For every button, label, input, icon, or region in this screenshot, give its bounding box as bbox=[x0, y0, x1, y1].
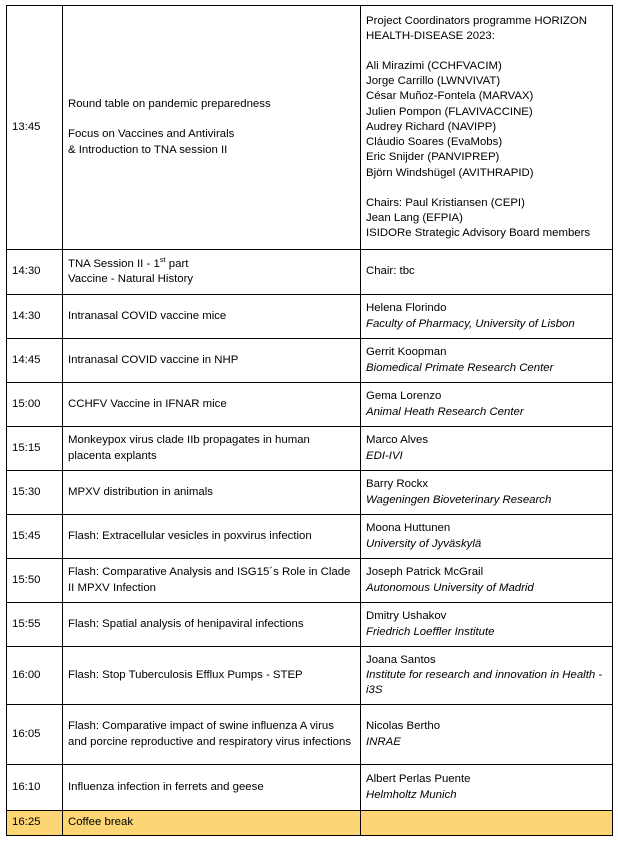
speaker-affiliation: Biomedical Primate Research Center bbox=[366, 361, 554, 374]
table-row bbox=[7, 647, 613, 705]
table-row bbox=[7, 765, 613, 811]
time-cell: 16:25 bbox=[7, 811, 63, 836]
time-cell: 16:05 bbox=[7, 705, 63, 765]
table-row bbox=[7, 559, 613, 603]
speaker-name: Gema Lorenzo bbox=[366, 390, 442, 403]
table-row bbox=[7, 383, 613, 427]
speaker-name: Nicolas Bertho bbox=[366, 720, 441, 733]
time-cell: 15:00 bbox=[7, 383, 63, 427]
speaker-affiliation: Friedrich Loeffler Institute bbox=[366, 625, 495, 638]
title-cell: Flash: Spatial analysis of henipaviral infections bbox=[63, 603, 361, 647]
time-cell: 14:30 bbox=[7, 250, 63, 295]
table-row bbox=[7, 427, 613, 471]
time-cell: 16:00 bbox=[7, 647, 63, 705]
speaker-name: Barry Rockx bbox=[366, 478, 429, 491]
speaker-affiliation: Helmholtz Munich bbox=[366, 788, 457, 801]
coordinator-name: Audrey Richard (NAVIPP) bbox=[366, 120, 497, 133]
title-cell: Flash: Stop Tuberculosis Efflux Pumps - STEP bbox=[63, 647, 361, 705]
title-line: Focus on Vaccines and Antivirals bbox=[68, 128, 235, 141]
session-title-b: part bbox=[165, 257, 189, 270]
chair-line: Jean Lang (EFPIA) bbox=[366, 211, 463, 224]
speaker-affiliation: EDI-IVI bbox=[366, 449, 403, 462]
session-title-a: TNA Session II - 1 bbox=[68, 257, 160, 270]
time-cell: 15:45 bbox=[7, 515, 63, 559]
coordinator-name: César Muñoz-Fontela (MARVAX) bbox=[366, 90, 534, 103]
speaker-affiliation: University of Jyväskylä bbox=[366, 537, 482, 550]
coordinator-name: Jorge Carrillo (LWNVIVAT) bbox=[366, 75, 501, 88]
speaker-gap bbox=[366, 181, 607, 196]
speaker-name: Marco Alves bbox=[366, 434, 429, 447]
time-cell: 15:55 bbox=[7, 603, 63, 647]
time-cell: 14:45 bbox=[7, 339, 63, 383]
time-cell: 15:30 bbox=[7, 471, 63, 515]
speaker-cell bbox=[361, 339, 613, 383]
title-cell: Influenza infection in ferrets and geese bbox=[63, 765, 361, 811]
table-row bbox=[7, 250, 613, 295]
title-line: & Introduction to TNA session II bbox=[68, 143, 228, 156]
table-row bbox=[7, 515, 613, 559]
speaker-cell bbox=[361, 705, 613, 765]
coordinators-header: HEALTH-DISEASE 2023: bbox=[366, 29, 495, 42]
coordinator-name: Björn Windshügel (AVITHRAPID) bbox=[366, 166, 534, 179]
title-cell: Coffee break bbox=[63, 811, 361, 836]
table-row bbox=[7, 339, 613, 383]
speaker-name: Moona Huttunen bbox=[366, 522, 451, 535]
title-cell: CCHFV Vaccine in IFNAR mice bbox=[63, 383, 361, 427]
coffee-break-row bbox=[7, 811, 613, 836]
speaker-affiliation: INRAE bbox=[366, 735, 401, 748]
speaker-cell bbox=[361, 427, 613, 471]
speaker-name: Albert Perlas Puente bbox=[366, 773, 471, 786]
speaker-affiliation: Autonomous University of Madrid bbox=[366, 581, 534, 594]
speaker-gap bbox=[366, 44, 607, 59]
title-cell: Monkeypox virus clade IIb propagates in human placenta explants bbox=[63, 427, 361, 471]
coordinator-name: Ali Mirazimi (CCHFVACIM) bbox=[366, 60, 502, 73]
session-subtitle: Vaccine - Natural History bbox=[68, 273, 194, 285]
title-cell: MPXV distribution in animals bbox=[63, 471, 361, 515]
coordinators-header: Project Coordinators programme HORIZON bbox=[366, 14, 587, 27]
speaker-cell: Chair: tbc bbox=[361, 250, 613, 295]
table-row bbox=[7, 6, 613, 250]
speaker-cell bbox=[361, 603, 613, 647]
agenda-table bbox=[6, 5, 613, 836]
table-row bbox=[7, 603, 613, 647]
chair-line: Chairs: Paul Kristiansen (CEPI) bbox=[366, 196, 525, 209]
coordinator-name: Eric Snijder (PANVIPREP) bbox=[366, 151, 500, 164]
coordinator-name: Julien Pompon (FLAVIVACCINE) bbox=[366, 105, 533, 118]
speaker-name: Helena Florindo bbox=[366, 302, 447, 315]
speaker-cell bbox=[361, 811, 613, 836]
speaker-cell bbox=[361, 383, 613, 427]
time-cell: 14:30 bbox=[7, 295, 63, 339]
time-cell: 15:15 bbox=[7, 427, 63, 471]
speaker-name: Joseph Patrick McGrail bbox=[366, 566, 484, 579]
title-line: Round table on pandemic preparedness bbox=[68, 98, 271, 111]
time-cell: 15:50 bbox=[7, 559, 63, 603]
title-cell bbox=[63, 250, 361, 295]
chair-line: ISIDORe Strategic Advisory Board members bbox=[366, 227, 591, 240]
speaker-cell bbox=[361, 765, 613, 811]
title-cell: Intranasal COVID vaccine in NHP bbox=[63, 339, 361, 383]
speaker-affiliation: Faculty of Pharmacy, University of Lisbon bbox=[366, 317, 575, 330]
speaker-cell bbox=[361, 647, 613, 705]
speaker-name: Gerrit Koopman bbox=[366, 346, 447, 359]
speaker-affiliation: Institute for research and innovation in Health - i3S bbox=[366, 668, 603, 697]
speaker-cell bbox=[361, 6, 613, 250]
speaker-cell bbox=[361, 559, 613, 603]
speaker-name: Joana Santos bbox=[366, 653, 436, 666]
ordinal-suffix: st bbox=[159, 255, 166, 264]
time-cell: 16:10 bbox=[7, 765, 63, 811]
coordinator-name: Cláudio Soares (EvaMobs) bbox=[366, 136, 503, 149]
table-row bbox=[7, 471, 613, 515]
table-row bbox=[7, 705, 613, 765]
title-cell bbox=[63, 6, 361, 250]
table-row bbox=[7, 295, 613, 339]
speaker-cell bbox=[361, 471, 613, 515]
title-cell: Flash: Extracellular vesicles in poxvirus infection bbox=[63, 515, 361, 559]
session-title bbox=[68, 257, 355, 272]
speaker-affiliation: Wageningen Bioveterinary Research bbox=[366, 493, 552, 506]
speaker-name: Dmitry Ushakov bbox=[366, 610, 447, 623]
speaker-cell bbox=[361, 295, 613, 339]
title-cell: Intranasal COVID vaccine mice bbox=[63, 295, 361, 339]
title-cell: Flash: Comparative Analysis and ISG15´s Role in Clade II MPXV Infection bbox=[63, 559, 361, 603]
speaker-cell bbox=[361, 515, 613, 559]
title-gap bbox=[68, 112, 355, 127]
time-cell: 13:45 bbox=[7, 6, 63, 250]
title-cell: Flash: Comparative impact of swine influenza A virus and porcine reproductive and respiratory virus infections bbox=[63, 705, 361, 765]
speaker-affiliation: Animal Heath Research Center bbox=[366, 405, 524, 418]
